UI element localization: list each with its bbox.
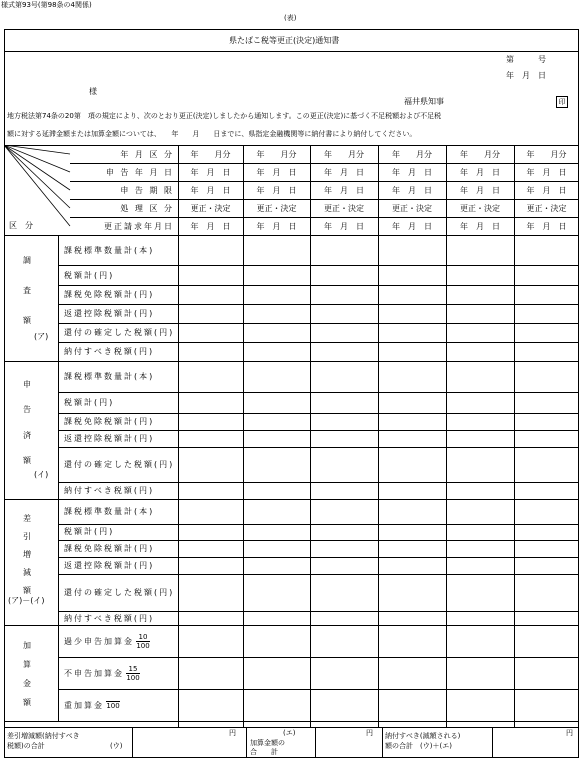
amount-cell[interactable]	[514, 430, 579, 447]
amount-cell[interactable]	[378, 499, 446, 524]
amount-cell[interactable]	[378, 323, 446, 342]
fraction-numerator: 10	[136, 633, 150, 642]
amount-cell[interactable]	[514, 323, 579, 342]
amount-cell[interactable]	[378, 625, 446, 657]
amount-cell[interactable]	[310, 447, 378, 483]
header-value: 年 月 日	[190, 221, 231, 231]
amount-cell[interactable]	[446, 285, 514, 304]
row-label-text: 課税免除税額計(円)	[64, 417, 155, 427]
section-name-char: 額	[23, 456, 31, 466]
amount-cell[interactable]	[514, 342, 579, 361]
amount-cell[interactable]	[243, 499, 310, 524]
fraction-numerator: 15	[126, 665, 140, 674]
header-value: 年 月 日	[190, 167, 231, 177]
grid-line	[58, 625, 59, 721]
amount-cell[interactable]	[446, 361, 514, 392]
amount-cell[interactable]	[378, 285, 446, 304]
header-value: 年 月 日	[256, 167, 297, 177]
amount-cell[interactable]	[178, 524, 243, 541]
amount-cell[interactable]	[243, 235, 310, 265]
section-name-char: 算	[23, 659, 31, 669]
footer-b-label-1: 加算金額の	[250, 739, 285, 747]
section-name-char: 額	[23, 316, 31, 325]
footer-a-label-2: 税額)の合計	[7, 742, 45, 750]
row-label	[64, 265, 176, 285]
row-label-text: 返還控除税額計(円)	[64, 433, 155, 443]
amount-cell[interactable]	[178, 657, 243, 689]
kubun-label: 区 分	[9, 221, 33, 230]
amount-cell[interactable]	[310, 689, 378, 721]
header-value: 年 月 日	[324, 221, 364, 231]
amount-cell[interactable]	[514, 574, 579, 611]
header-value: 年 月 日	[392, 221, 432, 231]
row-label	[64, 557, 176, 574]
row-label-text: 不申告加算金	[64, 668, 124, 678]
amount-cell[interactable]	[446, 524, 514, 541]
header-value: 年 月 日	[460, 221, 500, 231]
amount-cell[interactable]	[178, 482, 243, 499]
section-mark: (ア)	[34, 332, 49, 341]
amount-cell[interactable]	[378, 447, 446, 483]
amount-cell[interactable]	[378, 689, 446, 721]
diagonal-line	[4, 145, 70, 208]
amount-cell[interactable]	[178, 392, 243, 413]
header-row-label: 処 理 区 分	[120, 203, 174, 213]
amount-cell[interactable]	[378, 430, 446, 447]
row-label-text: 税額計(円)	[64, 527, 115, 537]
fraction-denominator: 100	[106, 701, 120, 710]
amount-cell[interactable]	[378, 540, 446, 557]
row-label-text: 重加算金	[64, 700, 104, 710]
row-label	[64, 285, 176, 304]
row-label	[64, 413, 176, 430]
header-value: 更正・決定	[324, 203, 364, 213]
row-label	[64, 689, 176, 721]
row-label-text: 還付の確定した税額(円)	[64, 588, 175, 598]
row-label	[64, 574, 176, 611]
section-name-char: 引	[23, 532, 31, 541]
amount-cell[interactable]	[243, 430, 310, 447]
header-row-label: 更正請求年月日	[104, 221, 174, 231]
footer-c-label-1: 納付すべき(減額される)	[385, 732, 461, 740]
row-label	[64, 540, 176, 557]
form-title: 県たばこ税等更正(決定)通知書	[229, 36, 340, 45]
footer-c-yen: 円	[566, 729, 573, 737]
document-number: 第 号	[506, 55, 546, 64]
rate-fraction	[126, 665, 140, 682]
section-name-char: 減	[23, 568, 31, 577]
row-label-text: 過少申告加算金	[64, 636, 134, 646]
row-label	[64, 625, 176, 657]
amount-cell[interactable]	[178, 574, 243, 611]
amount-cell[interactable]	[310, 625, 378, 657]
section-name-char: 金	[23, 678, 31, 688]
amount-cell[interactable]	[243, 557, 310, 574]
row-label	[64, 235, 176, 265]
row-label	[64, 392, 176, 413]
amount-cell[interactable]	[178, 611, 243, 625]
amount-cell[interactable]	[514, 625, 579, 657]
section-mark: (イ)	[34, 470, 49, 479]
section-name-char: 告	[23, 405, 31, 415]
amount-cell[interactable]	[378, 557, 446, 574]
amount-cell[interactable]	[310, 499, 378, 524]
row-label	[64, 304, 176, 323]
amount-cell[interactable]	[310, 304, 378, 323]
header-value: 年 月 日	[460, 167, 500, 177]
amount-cell[interactable]	[446, 413, 514, 430]
amount-cell[interactable]	[310, 557, 378, 574]
rate-fraction	[106, 701, 120, 710]
row-label-text: 還付の確定した税額(円)	[64, 328, 175, 337]
diagonal-line	[4, 145, 70, 226]
amount-cell[interactable]	[378, 265, 446, 285]
issuer-name: 福井県知事	[404, 97, 444, 106]
row-label-text: 還付の確定した税額(円)	[64, 459, 175, 469]
amount-cell[interactable]	[243, 611, 310, 625]
amount-cell[interactable]	[310, 413, 378, 430]
row-label	[64, 657, 176, 689]
header-value: 年 月分	[392, 149, 432, 159]
amount-cell[interactable]	[178, 361, 243, 392]
amount-cell[interactable]	[514, 540, 579, 557]
row-label-text: 納付すべき税額(円)	[64, 486, 155, 496]
row-label-text: 課税免除税額計(円)	[64, 544, 155, 554]
header-value: 年 月 日	[324, 167, 364, 177]
footer-b-mark: (エ)	[283, 729, 296, 737]
amount-cell[interactable]	[514, 392, 579, 413]
amount-cell[interactable]	[378, 524, 446, 541]
amount-cell[interactable]	[243, 265, 310, 285]
amount-cell[interactable]	[243, 689, 310, 721]
diagonal-line	[4, 145, 70, 154]
amount-cell[interactable]	[243, 540, 310, 557]
amount-cell[interactable]	[446, 657, 514, 689]
section-name-char: 増	[23, 550, 31, 559]
row-label-text: 課税標準数量計(本)	[64, 506, 155, 516]
header-value: 更正・決定	[256, 203, 297, 213]
amount-cell[interactable]	[514, 524, 579, 541]
amount-cell[interactable]	[178, 430, 243, 447]
row-label	[64, 482, 176, 499]
header-value: 年 月 日	[526, 221, 567, 231]
amount-cell[interactable]	[178, 304, 243, 323]
section-name-char: 済	[23, 430, 31, 440]
section-name-char: 申	[23, 379, 31, 389]
amount-cell[interactable]	[243, 304, 310, 323]
amount-cell[interactable]	[310, 361, 378, 392]
row-label	[64, 323, 176, 342]
amount-cell[interactable]	[243, 413, 310, 430]
amount-cell[interactable]	[514, 304, 579, 323]
row-label-text: 課税標準数量計(本)	[64, 372, 155, 382]
row-label	[64, 611, 176, 625]
amount-cell[interactable]	[446, 611, 514, 625]
section-mark: (ア)－(イ)	[8, 596, 45, 605]
amount-cell[interactable]	[514, 657, 579, 689]
amount-cell[interactable]	[310, 235, 378, 265]
amount-cell[interactable]	[178, 689, 243, 721]
amount-cell[interactable]	[310, 524, 378, 541]
amount-cell[interactable]	[378, 657, 446, 689]
amount-cell[interactable]	[243, 323, 310, 342]
footer-c-label-2: 額の合計 (ウ)＋(エ)	[385, 742, 452, 750]
amount-cell[interactable]	[178, 323, 243, 342]
seal-mark	[556, 96, 568, 108]
header-value: 更正・決定	[392, 203, 432, 213]
section-name-char: 査	[23, 286, 31, 295]
amount-cell[interactable]	[178, 265, 243, 285]
amount-cell[interactable]	[310, 265, 378, 285]
amount-cell[interactable]	[446, 392, 514, 413]
section-name-char: 額	[23, 586, 31, 595]
header-row-label: 申 告 期 限	[120, 185, 174, 195]
notice-line-1: 地方税法第74条の20第 項の規定により、次のとおり更正(決定)しましたから通知します。この更正(決定)に基づく不足税額および不足税	[7, 112, 442, 120]
header-value: 年 月 日	[460, 185, 500, 195]
row-label-text: 課税免除税額計(円)	[64, 290, 155, 299]
section-name-char: 加	[23, 640, 31, 650]
amount-cell[interactable]	[178, 447, 243, 483]
row-label-text: 税額計(円)	[64, 398, 115, 408]
row-label-text: 課税標準数量計(本)	[64, 245, 155, 255]
amount-cell[interactable]	[514, 482, 579, 499]
fraction-denominator: 100	[136, 641, 150, 650]
row-label	[64, 447, 176, 483]
amount-cell[interactable]	[446, 235, 514, 265]
header-value: 年 月分	[190, 149, 231, 159]
amount-cell[interactable]	[243, 482, 310, 499]
amount-cell[interactable]	[178, 499, 243, 524]
amount-cell[interactable]	[310, 323, 378, 342]
addressee-suffix: 様	[89, 87, 97, 96]
amount-cell[interactable]	[378, 611, 446, 625]
amount-cell[interactable]	[446, 625, 514, 657]
amount-cell[interactable]	[243, 392, 310, 413]
amount-cell[interactable]	[378, 235, 446, 265]
amount-cell[interactable]	[243, 447, 310, 483]
amount-cell[interactable]	[310, 574, 378, 611]
header-value: 年 月 日	[256, 221, 297, 231]
row-label-text: 納付すべき税額(円)	[64, 347, 155, 356]
amount-cell[interactable]	[514, 499, 579, 524]
amount-cell[interactable]	[310, 285, 378, 304]
rate-fraction	[136, 633, 150, 650]
amount-cell[interactable]	[310, 657, 378, 689]
amount-cell[interactable]	[514, 285, 579, 304]
row-label	[64, 499, 176, 524]
header-value: 年 月分	[256, 149, 297, 159]
section-name-char: 調	[23, 256, 31, 265]
amount-cell[interactable]	[178, 540, 243, 557]
fraction-denominator: 100	[126, 673, 140, 682]
footer-b-label-2: 合 計	[250, 748, 278, 756]
amount-cell[interactable]	[446, 430, 514, 447]
amount-cell[interactable]	[514, 557, 579, 574]
amount-cell[interactable]	[178, 235, 243, 265]
footer-a-yen: 円	[229, 729, 236, 737]
amount-cell[interactable]	[514, 265, 579, 285]
header-value: 年 月 日	[324, 185, 364, 195]
header-value: 年 月 日	[526, 185, 567, 195]
amount-cell[interactable]	[178, 285, 243, 304]
amount-cell[interactable]	[446, 323, 514, 342]
row-label-text: 納付すべき税額(円)	[64, 613, 155, 623]
amount-cell[interactable]	[178, 625, 243, 657]
footer-a-label-1: 差引増減額(納付すべき	[7, 732, 80, 740]
diagonal-line	[4, 145, 70, 190]
row-label-text: 返還控除税額計(円)	[64, 309, 155, 318]
grid-line	[58, 499, 59, 625]
header-value: 年 月分	[460, 149, 500, 159]
amount-cell[interactable]	[310, 342, 378, 361]
header-value: 年 月分	[324, 149, 364, 159]
amount-cell[interactable]	[378, 392, 446, 413]
sheet-label: (表)	[284, 14, 297, 22]
amount-cell[interactable]	[514, 235, 579, 265]
issue-date: 年 月 日	[506, 71, 546, 80]
amount-cell[interactable]	[446, 499, 514, 524]
section-name-char: 差	[23, 514, 31, 523]
amount-cell[interactable]	[378, 342, 446, 361]
amount-cell[interactable]	[514, 447, 579, 483]
header-value: 年 月 日	[256, 185, 297, 195]
amount-cell[interactable]	[310, 482, 378, 499]
amount-cell[interactable]	[243, 574, 310, 611]
row-label	[64, 361, 176, 392]
amount-cell[interactable]	[378, 413, 446, 430]
amount-cell[interactable]	[310, 540, 378, 557]
grid-line	[4, 721, 579, 722]
amount-cell[interactable]	[446, 689, 514, 721]
amount-cell[interactable]	[243, 657, 310, 689]
amount-cell[interactable]	[178, 557, 243, 574]
row-label-text: 税額計(円)	[64, 270, 115, 280]
header-value: 年 月 日	[392, 167, 432, 177]
amount-cell[interactable]	[514, 361, 579, 392]
header-value: 年 月 日	[392, 185, 432, 195]
amount-cell[interactable]	[243, 625, 310, 657]
amount-cell[interactable]	[378, 574, 446, 611]
amount-cell[interactable]	[178, 413, 243, 430]
amount-cell[interactable]	[378, 304, 446, 323]
amount-cell[interactable]	[446, 447, 514, 483]
footer-a-mark: (ウ)	[110, 742, 123, 750]
amount-cell[interactable]	[446, 265, 514, 285]
footer-b-yen: 円	[366, 729, 373, 737]
row-label	[64, 524, 176, 541]
header-value: 年 月分	[526, 149, 567, 159]
amount-cell[interactable]	[243, 524, 310, 541]
seal-text: 印	[558, 98, 566, 106]
amount-cell[interactable]	[446, 342, 514, 361]
amount-cell[interactable]	[310, 430, 378, 447]
amount-cell[interactable]	[243, 285, 310, 304]
row-label	[64, 430, 176, 447]
amount-cell[interactable]	[514, 413, 579, 430]
header-value: 更正・決定	[460, 203, 500, 213]
amount-cell[interactable]	[310, 611, 378, 625]
row-label-text: 返還控除税額計(円)	[64, 560, 155, 570]
amount-cell[interactable]	[446, 482, 514, 499]
notice-line-2: 額に対する延滞金額または加算金額については、 年 月 日までに、県指定金融機関等に納付書により納付してください。	[7, 130, 417, 138]
amount-cell[interactable]	[514, 611, 579, 625]
amount-cell[interactable]	[378, 482, 446, 499]
header-value: 更正・決定	[190, 203, 231, 213]
amount-cell[interactable]	[378, 361, 446, 392]
amount-cell[interactable]	[310, 392, 378, 413]
amount-cell[interactable]	[178, 342, 243, 361]
amount-cell[interactable]	[243, 342, 310, 361]
header-row-label: 申 告 年 月 日	[105, 167, 174, 177]
amount-cell[interactable]	[446, 574, 514, 611]
section-name-char: 額	[23, 697, 31, 707]
amount-cell[interactable]	[514, 689, 579, 721]
form-id: 様式第93号(第98条の4関係)	[1, 1, 92, 9]
amount-cell[interactable]	[446, 304, 514, 323]
amount-cell[interactable]	[446, 557, 514, 574]
amount-cell[interactable]	[243, 361, 310, 392]
row-label	[64, 342, 176, 361]
header-row-label: 年 月 区 分	[120, 149, 174, 159]
header-value: 更正・決定	[526, 203, 567, 213]
header-value: 年 月 日	[190, 185, 231, 195]
header-value: 年 月 日	[526, 167, 567, 177]
amount-cell[interactable]	[446, 540, 514, 557]
